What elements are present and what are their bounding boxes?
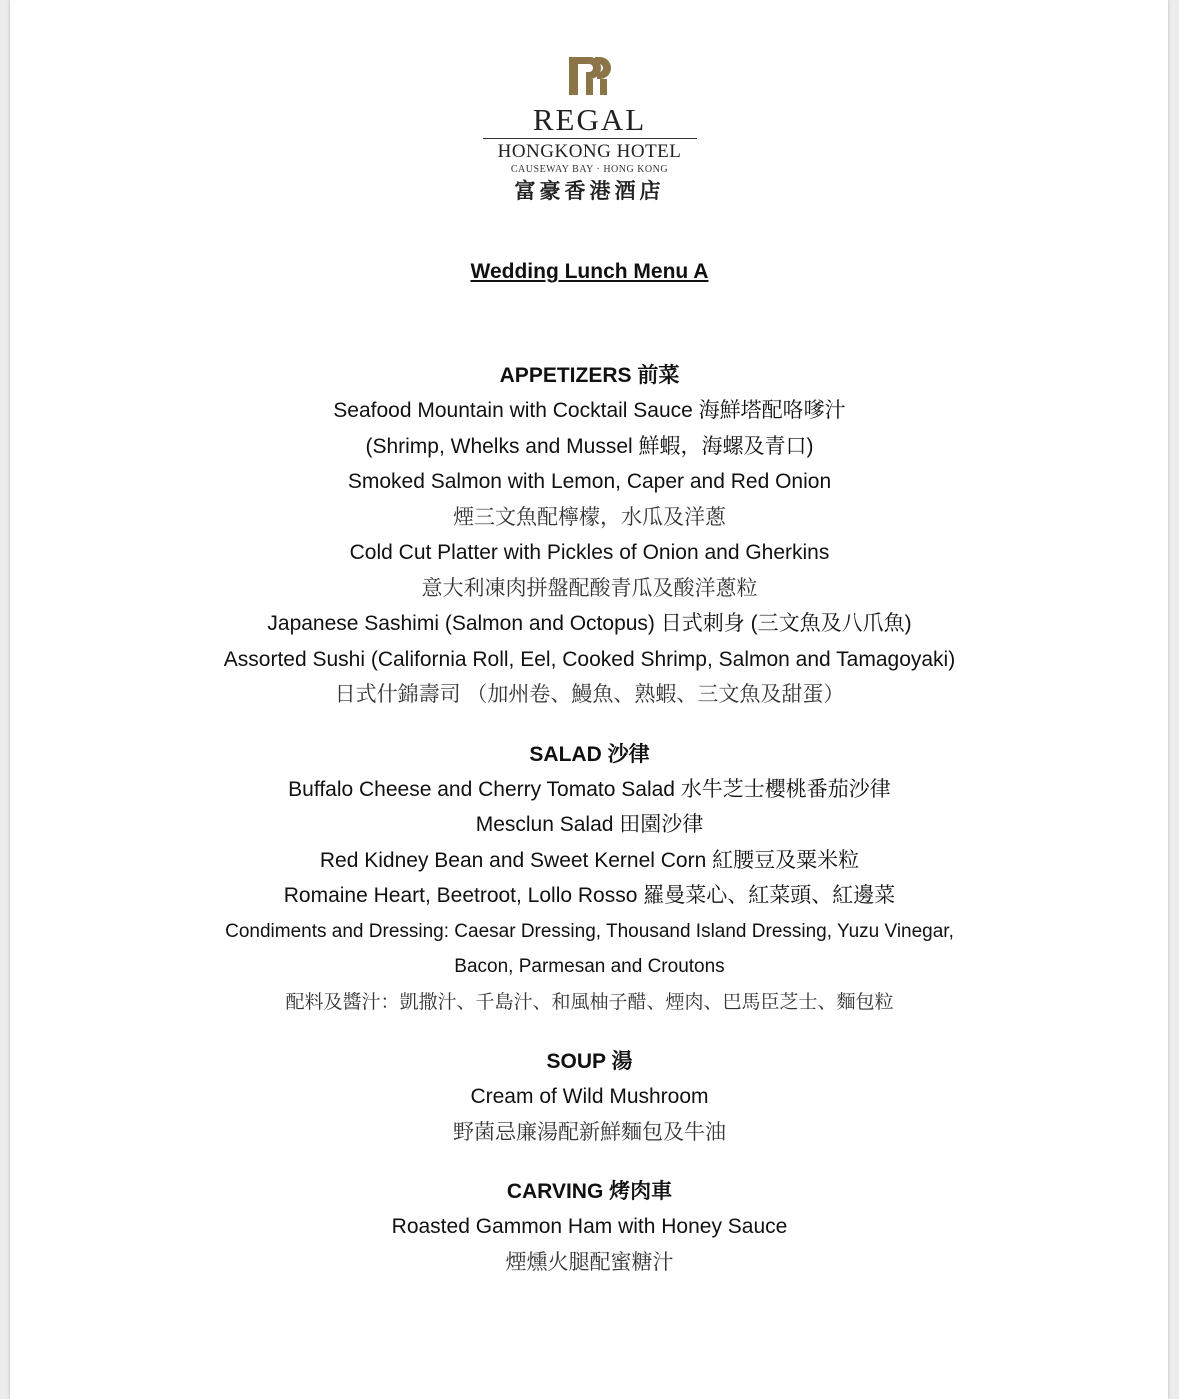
menu-item: Roasted Gammon Ham with Honey Sauce <box>391 1215 788 1238</box>
menu-item-condiments: Bacon, Parmesan and Croutons <box>454 956 725 977</box>
section-heading: SALAD 沙律 <box>529 742 650 766</box>
menu-item: Cream of Wild Mushroom <box>470 1085 709 1108</box>
hotel-logo <box>0 54 1179 205</box>
menu-body <box>0 359 1179 1305</box>
page-title: Wedding Lunch Menu A <box>470 260 709 283</box>
section-salad <box>0 738 1179 1021</box>
section-carving <box>0 1175 1179 1280</box>
menu-item: Smoked Salmon with Lemon, Caper and Red Onion <box>347 470 832 493</box>
menu-item: Japanese Sashimi (Salmon and Octopus) 日式刺身 (三文魚及八爪魚) <box>267 612 912 635</box>
menu-item-condiments: Condiments and Dressing: Caesar Dressing, Thousand Island Dressing, Yuzu Vinegar, <box>225 920 954 942</box>
menu-item-chinese: 配料及醬汁：凱撒汁、千島汁、和風柚子醋、煙肉、巴馬臣芝士、麵包粒 <box>285 991 894 1013</box>
logo-subtitle: HONGKONG HOTEL <box>497 141 682 162</box>
menu-item: Buffalo Cheese and Cherry Tomato Salad 水牛芝士櫻桃番茄沙律 <box>288 777 891 801</box>
logo-location: CAUSEWAY BAY · HONG KONG <box>510 164 669 175</box>
section-heading: CARVING 烤肉車 <box>506 1180 673 1203</box>
menu-item: Cold Cut Platter with Pickles of Onion and Gherkins <box>349 541 830 564</box>
menu-item: Red Kidney Bean and Sweet Kernel Corn 紅腰豆及粟米粒 <box>319 848 860 872</box>
menu-item-detail: (Shrimp, Whelks and Mussel 鮮蝦，海螺及青口) <box>365 434 814 458</box>
section-appetizers <box>0 359 1179 713</box>
section-heading: APPETIZERS 前菜 <box>499 364 680 387</box>
menu-item: Assorted Sushi (California Roll, Eel, Cooked Shrimp, Salmon and Tamagoyaki) <box>223 647 956 671</box>
menu-item: Mesclun Salad 田園沙律 <box>475 813 704 836</box>
menu-item: Seafood Mountain with Cocktail Sauce 海鮮塔配咯嗲汁 <box>333 399 846 422</box>
menu-item-chinese: 野菌忌廉湯配新鮮麵包及牛油 <box>453 1120 726 1144</box>
menu-item-chinese: 煙三文魚配檸檬，水瓜及洋蔥 <box>453 505 726 529</box>
section-heading: SOUP 湯 <box>546 1050 633 1073</box>
menu-item: Romaine Heart, Beetroot, Lollo Rosso 羅曼菜心、紅菜頭、紅邊菜 <box>283 884 896 907</box>
section-soup <box>0 1045 1179 1150</box>
menu-item-chinese: 日式什錦壽司 （加州卷、鰻魚、熟蝦、三文魚及甜蛋） <box>334 683 845 706</box>
menu-item-chinese: 煙燻火腿配蜜糖汁 <box>505 1250 674 1274</box>
logo-divider <box>483 138 697 139</box>
menu-item-chinese: 意大利凍肉拼盤配酸青瓜及酸洋蔥粒 <box>421 576 758 600</box>
logo-chinese-name: 富豪香港酒店 <box>514 178 665 203</box>
logo-name: REGAL <box>532 102 647 137</box>
regal-logo-icon <box>568 54 612 98</box>
